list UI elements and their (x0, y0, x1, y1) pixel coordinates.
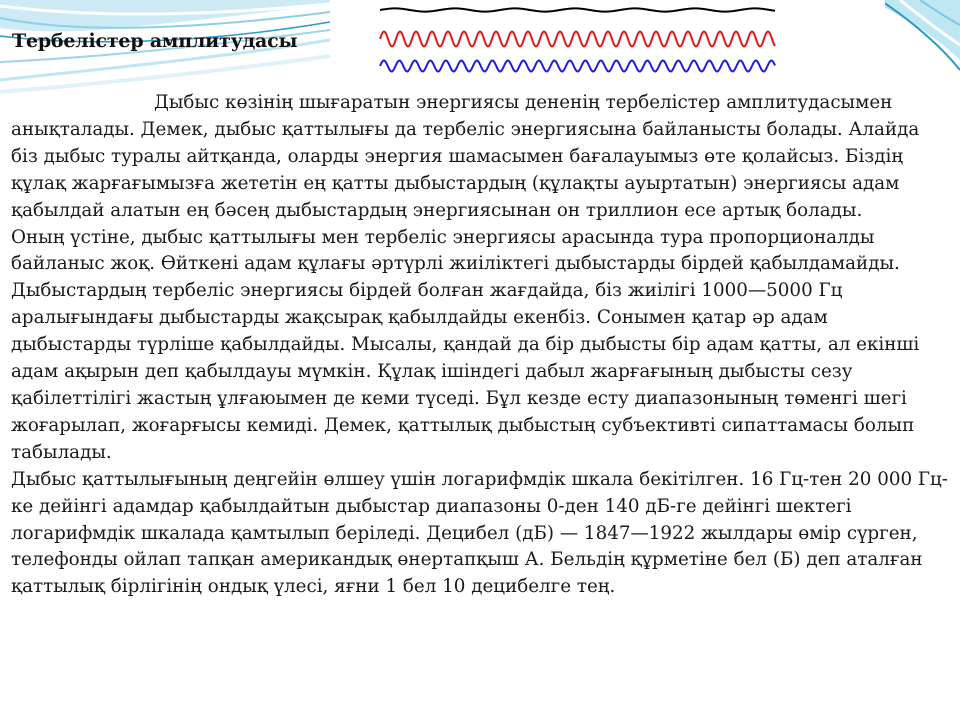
legend-label-1 (795, 11, 855, 21)
body-text (11, 90, 949, 601)
paragraph-1: Дыбыс көзінің шығаратын энергиясы дененің тербелістер амплитудасымен анықталады. Демек, дыбыс қаттылығы да тербеліс энергиясына байланысты болады. Алайда біз дыбыс туралы айтқанда, оларды энергия шамасымен бағалауымыз өте қолайсыз. Біздің құлақ жарғағымызға жететін ең қатты дыбыстардың (құлақты ауыртатын) энергиясы адам қабылдай алатын ең бәсең дыбыстардың энергиясынан он триллион есе артық болады. (11, 92, 920, 221)
wave-series-3 (380, 61, 775, 72)
legend-label-3 (795, 63, 855, 73)
waveform-figure (330, 0, 885, 80)
paragraph-3: Дыбыс қаттылығының деңгейін өлшеу үшін логарифмдік шкала бекітілген. 16 Гц-тен 20 000 Гц-ке дейінгі адамдар қабылдайтын дыбыстар диапазоны 0-ден 140 дБ-ге дейінгі шектегі логарифмдік шкалада қамтылып беріледі. Децибел (дБ) — 1847—1922 жылдары өмір сүрген, телефонды ойлап тапқан американдық өнертапқыш А. Бельдің құрметіне бел (Б) деп аталған қаттылық бірлігінің ондық үлесі, яғни 1 бел 10 децибелге тең. (11, 468, 948, 598)
paragraph-2: Оның үстіне, дыбыс қаттылығы мен тербеліс энергиясы арасында тура пропорционалды байланыс жоқ. Өйткені адам құлағы әртүрлі жиіліктегі дыбыстарды бірдей қабылдамайды. Дыбыстардың тербеліс энергиясы бірдей болған жағдайда, біз жиілігі 1000—5000 Гц аралығындағы дыбыстарды жақсырақ қабылдайды екенбіз. Сонымен қатар әр адам дыбыстарды түрліше қабылдайды. Мысалы, қандай да бір дыбысты бір адам қатты, ал екінші адам ақырын деп қабылдауы мүмкін. Құлақ ішіндегі дабыл жарғағының дыбысты сезу қабілеттілігі жастың ұлғаюымен де кеми түседі. Бұл кезде есту диапазонының төменгі шегі жоғарылап, жоғарғысы кемиді. Демек, қаттылық дыбыстың субъективті сипаттамасы болып табылады. (11, 226, 920, 463)
wave-series-2 (380, 32, 775, 47)
wave-series-1 (380, 8, 775, 11)
slide-title: Тербелістер амплитудасы (12, 30, 298, 52)
legend-label-2 (795, 38, 855, 48)
